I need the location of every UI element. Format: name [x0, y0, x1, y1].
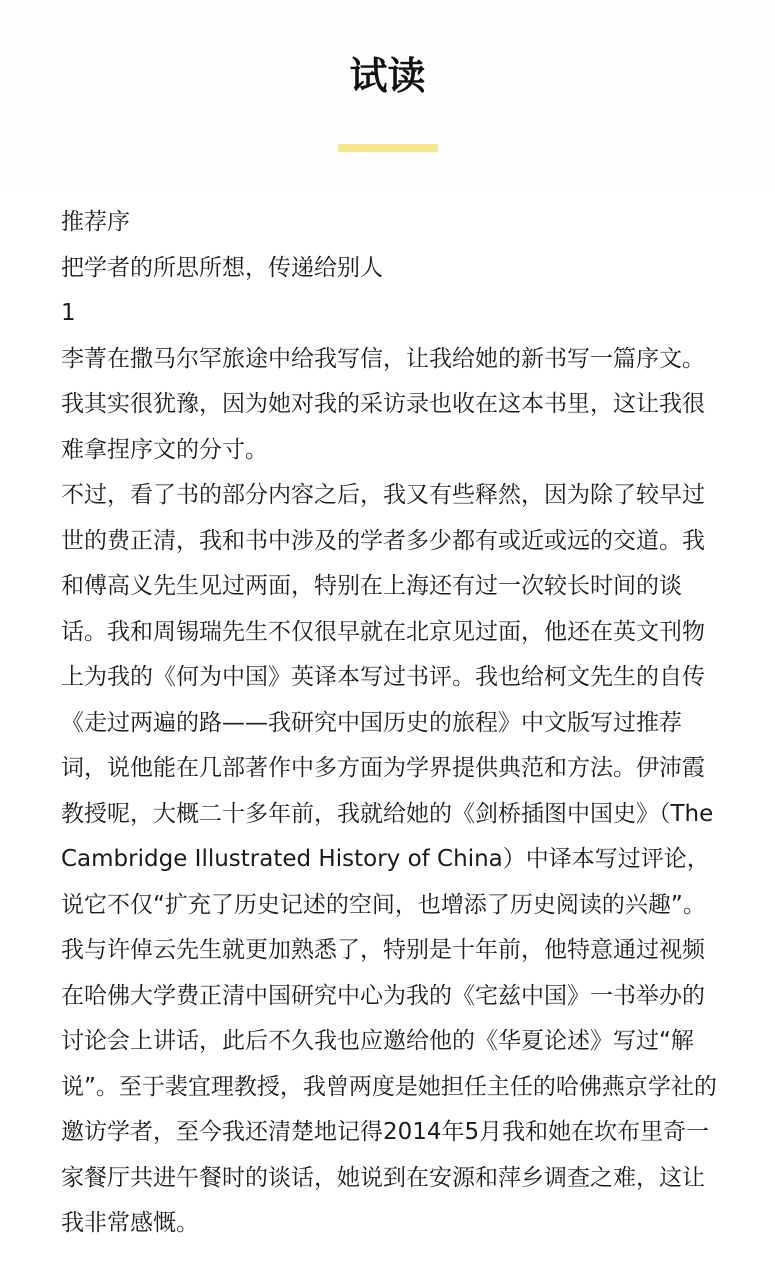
paragraph-1: 李菁在撒马尔罕旅途中给我写信，让我给她的新书写一篇序文。我其实很犹豫，因为她对我的采访录也收在这本书里，这让我很难拿捏序文的分寸。 [61, 345, 705, 463]
section-number: 1 [61, 300, 76, 326]
title-underline-accent [338, 144, 438, 152]
preface-subheading: 把学者的所思所想，传递给别人 [61, 254, 383, 281]
paragraph-2: 不过，看了书的部分内容之后，我又有些释然，因为除了较早过世的费正清，我和书中涉及的学者多少都有或近或远的交道。我和傅高义先生见过两面，特别在上海还有过一次较长时间的谈话。我和周锡瑞先生不仅很早就在北京见过面，他还在英文刊物上为我的《何为中国》英译本写过书评。我也给柯文先生的自传《走过两遍的路——我研究中国历史的旅程》中文版写过推荐词，说他能在几部著作中多方面为学界提供典范和方法。伊沛霞教授呢，大概二十多年前，我就给她的《剑桥插图中国史》（The Cambridge Illustrated History of China）中译本写过评论，说它不仅“扩充了历史记述的空间，也增添了历史阅读的兴趣”。我与许倬云先生就更加熟悉了，特别是十年前，他特意通过视频在哈佛大学费正清中国研究中心为我的《宅兹中国》一书举办的讨论会上讲话，此后不久我也应邀给他的《华夏论述》写过“解说”。至于裴宜理教授，我曾两度是她担任主任的哈佛燕京学社的邀访学者，至今我还清楚地记得2014年5月我和她在坎布里奇一家餐厅共进午餐时的谈话，她说到在安源和萍乡调查之难，这让我非常感慨。 [61, 482, 717, 1236]
preface-heading: 推荐序 [61, 209, 130, 235]
article-body [61, 200, 721, 1247]
page-header [0, 0, 775, 192]
page-title: 试读 [349, 54, 426, 98]
